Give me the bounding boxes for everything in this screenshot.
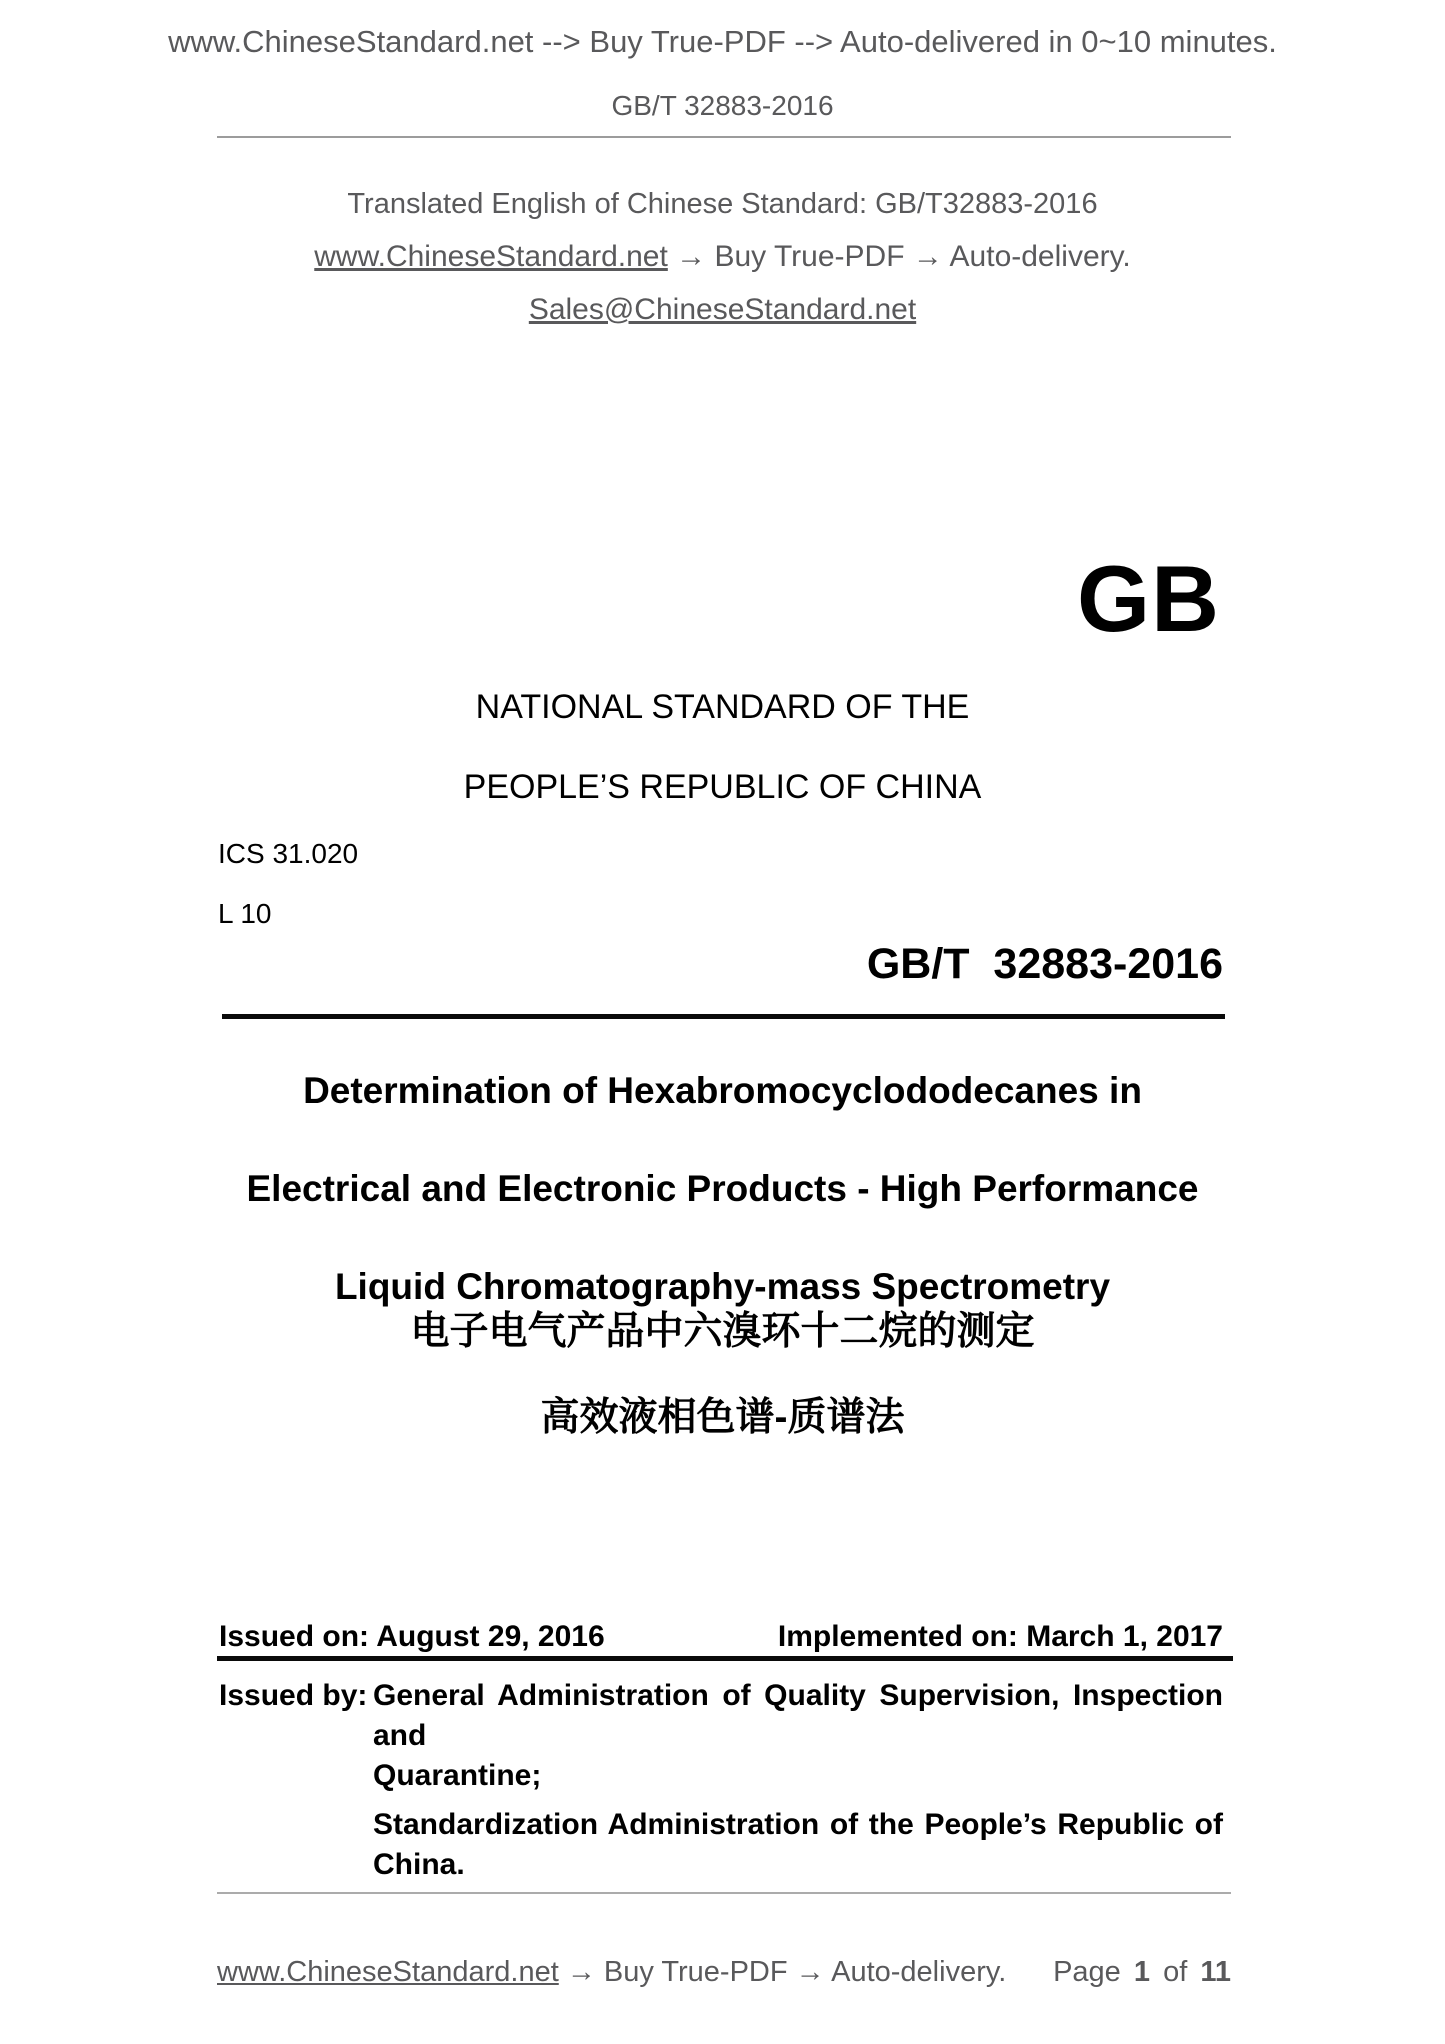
footer-link-rest: → Buy True-PDF → Auto-delivery.	[558, 1956, 1007, 1988]
standard-code: GB/T 32883-2016	[866, 940, 1223, 988]
sales-email-link[interactable]: Sales@ChineseStandard.net	[528, 293, 917, 326]
issued-date: Issued on: August 29, 2016	[219, 1620, 605, 1653]
national-standard-line2: PEOPLE’S REPUBLIC OF CHINA	[463, 768, 982, 806]
site-link[interactable]: www.ChineseStandard.net	[314, 240, 668, 273]
issued-by-block	[219, 1676, 1223, 1885]
issuer-org1-line2: Quarantine;	[373, 1759, 542, 1792]
page-current: 1	[1133, 1956, 1151, 1988]
footer-link-line	[217, 1956, 1006, 1989]
header-divider	[217, 136, 1231, 138]
translated-note: Translated English of Chinese Standard: GB/T32883-2016	[347, 188, 1098, 220]
national-standard-line1: NATIONAL STANDARD OF THE	[475, 688, 970, 726]
gb-logo: GB	[1077, 546, 1220, 651]
footer	[217, 1956, 1231, 1989]
page-of: of	[1163, 1956, 1188, 1988]
implemented-date: Implemented on: March 1, 2017	[777, 1620, 1223, 1653]
issued-by-label: Issued by:	[219, 1679, 368, 1712]
buy-link-line	[0, 240, 1445, 274]
title-line-3: Liquid Chromatography-mass Spectrometry	[334, 1266, 1111, 1307]
page-label: Page	[1053, 1956, 1121, 1988]
class-code: L 10	[218, 898, 272, 929]
footer-site-link[interactable]: www.ChineseStandard.net	[217, 1956, 559, 1988]
chinese-title-line-2: 高效液相色谱-质谱法	[540, 1396, 905, 1439]
issuer-org1-line1: General Administration of Quality Supervision, Inspection and	[373, 1679, 1223, 1752]
issuer-org2-line1: Standardization Administration of the People’s Republic of	[373, 1808, 1223, 1841]
title-line-1: Determination of Hexabromocyclododecanes in	[303, 1070, 1142, 1111]
footer-divider	[217, 1892, 1231, 1894]
page-total: 11	[1200, 1956, 1231, 1988]
title-line-2: Electrical and Electronic Products - High Performance	[246, 1168, 1199, 1209]
dates-divider	[217, 1656, 1233, 1661]
header-doc-code: GB/T 32883-2016	[611, 90, 834, 121]
chinese-title-line-1: 电子电气产品中六溴环十二烷的测定	[410, 1310, 1035, 1353]
sales-email-line	[0, 293, 1445, 327]
standard-code-divider	[222, 1014, 1225, 1019]
page-number	[1053, 1956, 1231, 1989]
ics-code: ICS 31.020	[218, 838, 359, 869]
site-tagline: www.ChineseStandard.net --> Buy True-PDF --> Auto-delivered in 0~10 minutes.	[168, 24, 1277, 59]
buy-link-rest: → Buy True-PDF → Auto-delivery.	[667, 240, 1131, 273]
issuer-org2-line2: China.	[373, 1848, 465, 1881]
dates-row	[219, 1620, 1223, 1654]
